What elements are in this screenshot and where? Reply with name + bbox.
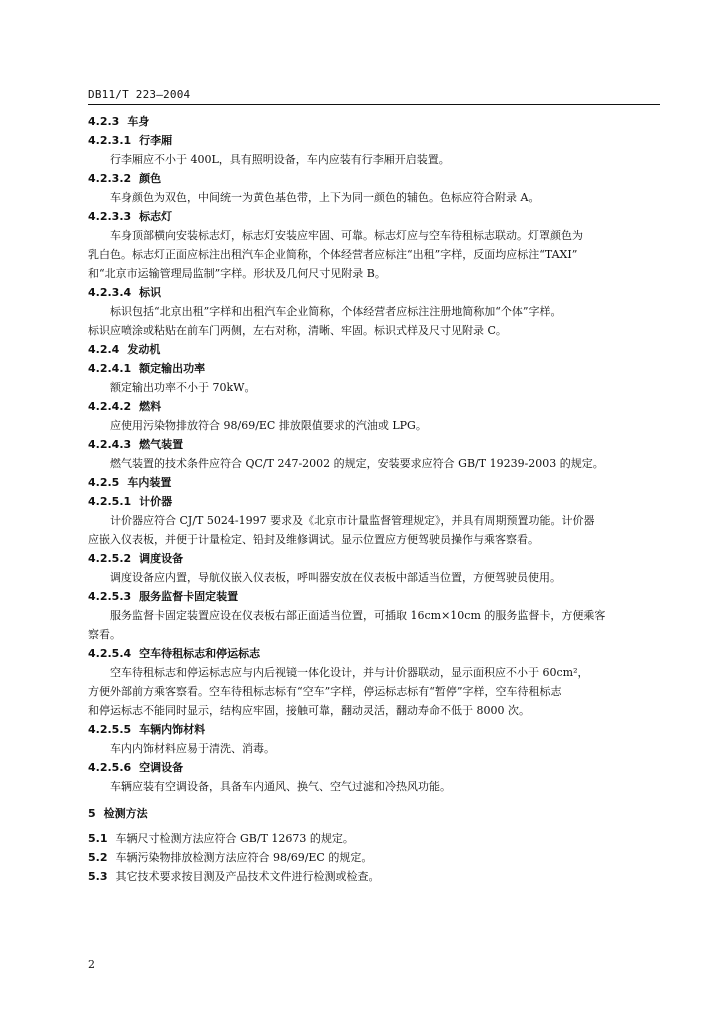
section-5-heading <box>88 804 660 823</box>
paragraph <box>88 150 660 169</box>
section-number: 4.2.5.3 <box>88 590 132 603</box>
section-title: 空调设备 <box>139 761 184 774</box>
paragraph-line: 察看。 <box>88 628 121 641</box>
section-number: 4.2.4.3 <box>88 438 132 451</box>
section-title: 检测方法 <box>103 807 148 820</box>
paragraph-line: 空车待租标志和停运标志应与内后视镜一体化设计，并与计价器联动，显示面积应不小于 60cm²， <box>110 666 589 679</box>
section-title: 发动机 <box>127 343 161 356</box>
section-heading <box>88 587 660 606</box>
section-heading <box>88 207 660 226</box>
clause-number: 5.1 <box>88 832 108 845</box>
section-number: 4.2.5.6 <box>88 761 132 774</box>
paragraph-line: 调度设备应内置，导航仪嵌入仪表板，呼叫器安放在仪表板中部适当位置，方便驾驶员使用。 <box>110 571 561 584</box>
section-heading <box>88 340 660 359</box>
clause-text: 车辆污染物排放检测方法应符合 98/69/EC 的规定。 <box>115 851 373 864</box>
section-number: 4.2.4.2 <box>88 400 132 413</box>
paragraph-line: 车内内饰材料应易于清洗、消毒。 <box>110 742 275 755</box>
section-title: 计价器 <box>139 495 173 508</box>
section-title: 车身 <box>127 115 150 128</box>
section-title: 标志灯 <box>139 210 173 223</box>
section-title: 燃气装置 <box>139 438 184 451</box>
section-title: 行李厢 <box>139 134 173 147</box>
section-number: 4.2.4 <box>88 343 120 356</box>
section-title: 车内装置 <box>127 476 172 489</box>
section-heading <box>88 283 660 302</box>
section-title: 燃料 <box>139 400 162 413</box>
paragraph <box>88 226 660 283</box>
section-number: 4.2.3.4 <box>88 286 132 299</box>
document-id-header: DB11/T 223—2004 <box>88 88 191 101</box>
paragraph <box>88 302 660 340</box>
clause-text: 车辆尺寸检测方法应符合 GB/T 12673 的规定。 <box>115 832 354 845</box>
section-heading <box>88 435 660 454</box>
paragraph-line: 计价器应符合 CJ/T 5024-1997 要求及《北京市计量监督管理规定》，并具有周期预置功能。计价器 <box>110 514 595 527</box>
section-title: 车辆内饰材料 <box>139 723 206 736</box>
section-title: 调度设备 <box>139 552 184 565</box>
section-heading <box>88 549 660 568</box>
clause-item <box>88 848 660 867</box>
paragraph-line: 和“北京市运输管理局监制”字样。形状及几何尺寸见附录 B。 <box>88 267 386 280</box>
section-heading <box>88 758 660 777</box>
section-heading <box>88 644 660 663</box>
section-number: 4.2.5 <box>88 476 120 489</box>
section-heading <box>88 112 660 131</box>
paragraph <box>88 777 660 796</box>
clause-item <box>88 829 660 848</box>
section-heading <box>88 359 660 378</box>
paragraph-line: 方便外部前方乘客察看。空车待租标志标有“空车”字样，停运标志标有“暂停”字样，空车待租标志 <box>88 685 562 698</box>
section-title: 服务监督卡固定装置 <box>139 590 239 603</box>
paragraph <box>88 568 660 587</box>
section-number: 4.2.5.1 <box>88 495 132 508</box>
section-number: 4.2.4.1 <box>88 362 132 375</box>
section-number: 5 <box>88 807 96 820</box>
paragraph-line: 标识应喷涂或粘贴在前车门两侧，左右对称，清晰、牢固。标识式样及尺寸见附录 C。 <box>88 324 507 337</box>
section-number: 4.2.3.1 <box>88 134 132 147</box>
header-rule <box>88 104 660 105</box>
paragraph-line: 标识包括“北京出租”字样和出租汽车企业简称，个体经营者应标注注册地简称加“个体”字样。 <box>110 305 562 318</box>
section-number: 4.2.3 <box>88 115 120 128</box>
section-title: 额定输出功率 <box>139 362 206 375</box>
paragraph <box>88 511 660 549</box>
clause-number: 5.3 <box>88 870 108 883</box>
section-heading <box>88 397 660 416</box>
clause-item <box>88 867 660 886</box>
section-number: 4.2.5.4 <box>88 647 132 660</box>
clause-number: 5.2 <box>88 851 108 864</box>
paragraph-line: 车身顶部横向安装标志灯，标志灯安装应牢固、可靠。标志灯应与空车待租标志联动。灯罩颜色为 <box>110 229 583 242</box>
paragraph <box>88 416 660 435</box>
section-heading <box>88 473 660 492</box>
paragraph <box>88 378 660 397</box>
paragraph <box>88 454 660 473</box>
section-title: 空车待租标志和停运标志 <box>139 647 261 660</box>
paragraph-line: 应使用污染物排放符合 98/69/EC 排放限值要求的汽油或 LPG。 <box>110 419 427 432</box>
paragraph-line: 额定输出功率不小于 70kW。 <box>110 381 256 394</box>
paragraph <box>88 606 660 644</box>
paragraph-line: 乳白色。标志灯正面应标注出租汽车企业简称，个体经营者应标注“出租”字样，反面均应标注“TAXI” <box>88 248 578 261</box>
paragraph-line: 燃气装置的技术条件应符合 QC/T 247-2002 的规定，安装要求应符合 GB/T 19239-2003 的规定。 <box>110 457 604 470</box>
section-title: 颜色 <box>139 172 162 185</box>
paragraph-line: 应嵌入仪表板，并便于计量检定、铅封及维修调试。显示位置应方便驾驶员操作与乘客察看。 <box>88 533 539 546</box>
section-heading <box>88 492 660 511</box>
section-number: 4.2.3.3 <box>88 210 132 223</box>
paragraph-line: 和停运标志不能同时显示，结构应牢固，接触可靠，翻动灵活，翻动寿命不低于 8000 次。 <box>88 704 530 717</box>
page-number: 2 <box>88 958 95 971</box>
paragraph <box>88 188 660 207</box>
paragraph <box>88 739 660 758</box>
paragraph-line: 行李厢应不小于 400L，具有照明设备，车内应装有行李厢开启装置。 <box>110 153 450 166</box>
paragraph-line: 服务监督卡固定装置应设在仪表板右部正面适当位置，可插取 16cm×10cm 的服务监督卡，方便乘客 <box>110 609 606 622</box>
section-heading <box>88 131 660 150</box>
paragraph-line: 车身颜色为双色，中间统一为黄色基色带，上下为同一颜色的辅色。色标应符合附录 A。 <box>110 191 540 204</box>
clause-text: 其它技术要求按目测及产品技术文件进行检测或检查。 <box>115 870 380 883</box>
document-body <box>88 112 660 886</box>
section-title: 标识 <box>139 286 162 299</box>
section-number: 4.2.3.2 <box>88 172 132 185</box>
section-number: 4.2.5.2 <box>88 552 132 565</box>
paragraph-line: 车辆应装有空调设备，具备车内通风、换气、空气过滤和冷热风功能。 <box>110 780 451 793</box>
paragraph <box>88 663 660 720</box>
section-number: 4.2.5.5 <box>88 723 132 736</box>
section-heading <box>88 169 660 188</box>
section-heading <box>88 720 660 739</box>
